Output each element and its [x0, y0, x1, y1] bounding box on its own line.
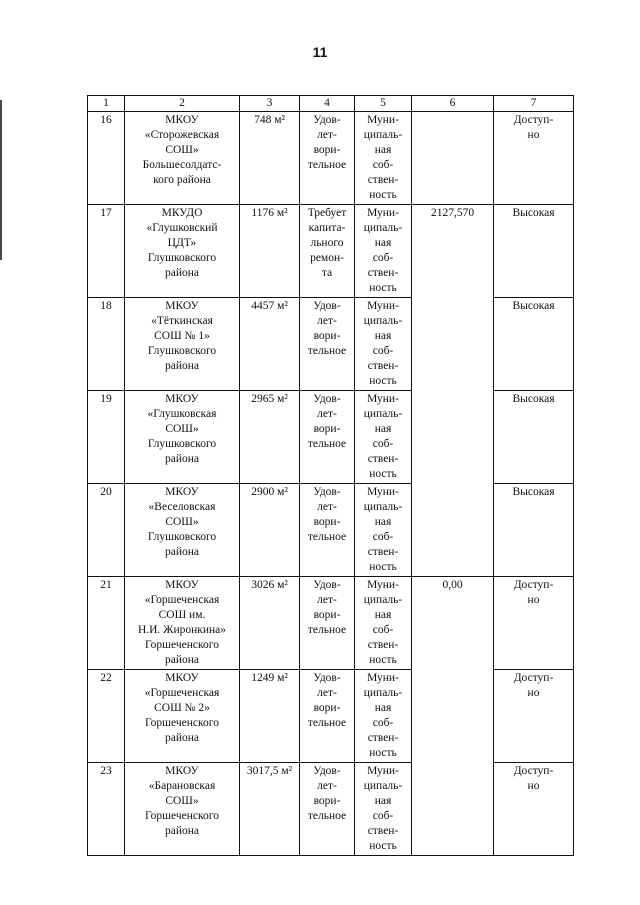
row-number-cell: 22 — [88, 670, 125, 763]
area-cell: 3017,5 м² — [240, 763, 300, 856]
condition-cell: Удов- лет- вори- тельное — [300, 577, 355, 670]
institution-name-cell: МКОУ «Сторожевская СОШ» Большесолдатс- кого района — [125, 112, 240, 205]
scan-edge-mark — [0, 100, 2, 260]
row-number-cell: 17 — [88, 205, 125, 298]
header-cell: 7 — [494, 96, 574, 112]
institution-name-cell: МКУДО «Глушковский ЦДТ» Глушковского района — [125, 205, 240, 298]
table-header-row — [88, 96, 574, 112]
table-row — [88, 484, 574, 577]
area-cell: 1176 м² — [240, 205, 300, 298]
header-cell: 5 — [355, 96, 412, 112]
ownership-cell: Муни- ципаль- ная соб- ствен- ность — [355, 298, 412, 391]
institution-name-cell: МКОУ «Барановская СОШ» Горшеченского района — [125, 763, 240, 856]
row-number-cell: 21 — [88, 577, 125, 670]
table-row — [88, 763, 574, 856]
facilities-table — [87, 95, 574, 856]
accessibility-cell: Доступ- но — [494, 670, 574, 763]
ownership-cell: Муни- ципаль- ная соб- ствен- ность — [355, 763, 412, 856]
row-number-cell: 19 — [88, 391, 125, 484]
institution-name-cell: МКОУ «Горшеченская СОШ № 2» Горшеченского района — [125, 670, 240, 763]
accessibility-cell: Доступ- но — [494, 763, 574, 856]
header-cell: 4 — [300, 96, 355, 112]
header-cell: 2 — [125, 96, 240, 112]
table-row — [88, 577, 574, 670]
institution-name-cell: МКОУ «Горшеченская СОШ им. Н.И. Жиронкина» Горшеченского района — [125, 577, 240, 670]
accessibility-cell: Высокая — [494, 298, 574, 391]
page-number: 11 — [312, 44, 328, 60]
table-row — [88, 391, 574, 484]
row-number-cell: 16 — [88, 112, 125, 205]
ownership-cell: Муни- ципаль- ная соб- ствен- ность — [355, 484, 412, 577]
condition-cell: Удов- лет- вори- тельное — [300, 670, 355, 763]
row-number-cell: 23 — [88, 763, 125, 856]
area-cell: 3026 м² — [240, 577, 300, 670]
condition-cell: Удов- лет- вори- тельное — [300, 298, 355, 391]
condition-cell: Требует капита- льного ремон- та — [300, 205, 355, 298]
ownership-cell: Муни- ципаль- ная соб- ствен- ность — [355, 112, 412, 205]
condition-cell: Удов- лет- вори- тельное — [300, 391, 355, 484]
accessibility-cell: Доступ- но — [494, 112, 574, 205]
ownership-cell: Муни- ципаль- ная соб- ствен- ность — [355, 205, 412, 298]
condition-cell: Удов- лет- вори- тельное — [300, 484, 355, 577]
accessibility-cell: Доступ- но — [494, 577, 574, 670]
accessibility-cell: Высокая — [494, 484, 574, 577]
header-cell: 1 — [88, 96, 125, 112]
area-cell: 4457 м² — [240, 298, 300, 391]
accessibility-cell: Высокая — [494, 391, 574, 484]
institution-name-cell: МКОУ «Веселовская СОШ» Глушковского района — [125, 484, 240, 577]
row-number-cell: 20 — [88, 484, 125, 577]
condition-cell: Удов- лет- вори- тельное — [300, 763, 355, 856]
area-cell: 2900 м² — [240, 484, 300, 577]
row-number-cell: 18 — [88, 298, 125, 391]
header-cell: 3 — [240, 96, 300, 112]
table-row — [88, 670, 574, 763]
table-row — [88, 205, 574, 298]
area-cell: 1249 м² — [240, 670, 300, 763]
area-cell: 2965 м² — [240, 391, 300, 484]
condition-cell: Удов- лет- вори- тельное — [300, 112, 355, 205]
cost-cell: 0,00 — [412, 577, 494, 856]
header-cell: 6 — [412, 96, 494, 112]
ownership-cell: Муни- ципаль- ная соб- ствен- ность — [355, 670, 412, 763]
table-row — [88, 112, 574, 205]
cost-cell: 2127,570 — [412, 205, 494, 577]
ownership-cell: Муни- ципаль- ная соб- ствен- ность — [355, 391, 412, 484]
cost-cell — [412, 112, 494, 205]
institution-name-cell: МКОУ «Глушковская СОШ» Глушковского района — [125, 391, 240, 484]
area-cell: 748 м² — [240, 112, 300, 205]
accessibility-cell: Высокая — [494, 205, 574, 298]
table-row — [88, 298, 574, 391]
ownership-cell: Муни- ципаль- ная соб- ствен- ность — [355, 577, 412, 670]
institution-name-cell: МКОУ «Тёткинская СОШ № 1» Глушковского района — [125, 298, 240, 391]
